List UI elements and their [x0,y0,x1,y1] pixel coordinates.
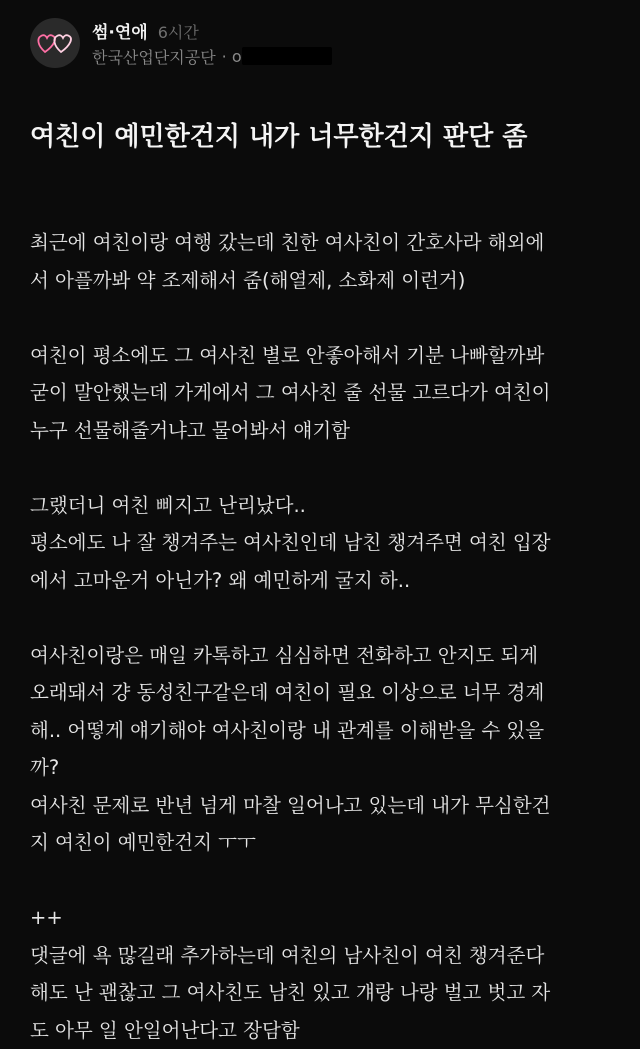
body-line: 해도 난 괜찮고 그 여사친도 남친 있고 걔랑 나랑 벌고 벗고 자 [30,974,625,1012]
author-company-suffix: · o [222,47,242,66]
body-line: 서 아플까봐 약 조제해서 줌(해열제, 소화제 이런거) [30,262,625,300]
body-line: 오래돼서 걍 동성친구같은데 여친이 필요 이상으로 너무 경계 [30,674,625,712]
post-header [30,18,610,70]
body-line: 굳이 말안했는데 가게에서 그 여사친 줄 선물 고르다가 여친이 [30,374,625,412]
paragraph-gap [30,599,625,637]
post-meta [92,18,332,68]
board-name[interactable]: 썸·연애 [92,18,148,43]
body-line: 여친이 평소에도 그 여사친 별로 안좋아해서 기분 나빠할까봐 [30,337,625,375]
post-title: 여친이 예민한건지 내가 너무한건지 판단 좀 [30,117,620,157]
author-company: 한국산업단지공단 [92,45,216,68]
body-line: ++ [30,899,625,937]
body-line: 여사친이랑은 매일 카톡하고 심심하면 전화하고 안지도 되게 [30,637,625,675]
body-line: 여사친 문제로 반년 넘게 마찰 일어나고 있는데 내가 무심한건 [30,787,625,825]
body-line: 댓글에 욕 많길래 추가하는데 여친의 남사친이 여친 챙겨준다 [30,937,625,975]
post-time: 6시간 [158,20,199,43]
body-line: 에서 고마운거 아닌가? 왜 예민하게 굴지 하.. [30,562,625,600]
paragraph-gap [30,449,625,487]
body-line: 누구 선물해줄거냐고 물어봐서 얘기함 [30,412,625,450]
body-line: 도 아무 일 안일어난다고 장담함 [30,1012,625,1049]
body-line: 최근에 여친이랑 여행 갔는데 친한 여사친이 간호사라 해외에 [30,224,625,262]
body-line: 지 여친이 예민한건지 ㅜㅜ [30,824,625,862]
body-line: 그랬더니 여친 삐지고 난리났다.. [30,487,625,525]
hearts-icon [35,30,75,56]
body-line: 까? [30,749,625,787]
paragraph-gap [30,862,625,900]
post-body [30,224,625,1049]
paragraph-gap [30,299,625,337]
board-avatar[interactable] [30,18,80,68]
redaction-bar [242,47,332,65]
body-line: 평소에도 나 잘 챙겨주는 여사친인데 남친 챙겨주면 여친 입장 [30,524,625,562]
body-line: 해.. 어떻게 얘기해야 여사친이랑 내 관계를 이해받을 수 있을 [30,712,625,750]
